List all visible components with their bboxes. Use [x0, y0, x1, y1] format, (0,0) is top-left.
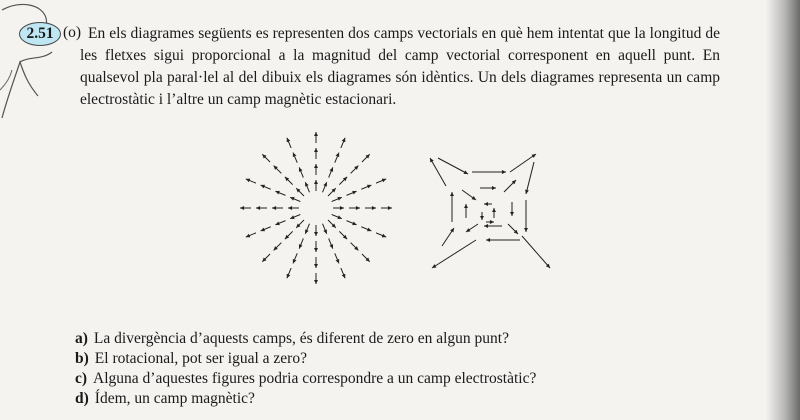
field-arrow	[346, 191, 356, 195]
field-arrow	[376, 233, 386, 237]
field-arrow	[361, 185, 371, 189]
field-arrow	[365, 206, 376, 210]
field-arrow	[480, 212, 484, 220]
field-arrow	[274, 243, 282, 251]
field-arrow	[430, 158, 446, 186]
question-list	[75, 329, 536, 409]
field-arrow	[376, 179, 386, 183]
field-arrow	[339, 177, 347, 185]
field-arrow	[332, 197, 342, 201]
page-edge-shadow	[766, 0, 800, 420]
field-arrow	[314, 257, 318, 268]
field-arrow	[329, 238, 333, 248]
field-arrow	[314, 132, 318, 143]
field-arrow	[524, 200, 528, 232]
field-arrow	[246, 233, 256, 237]
field-arrow	[486, 238, 520, 242]
question-letter: c)	[75, 370, 88, 387]
question-letter: d)	[75, 390, 89, 407]
field-arrow	[287, 138, 291, 148]
field-arrow	[480, 186, 496, 190]
field-arrow	[464, 204, 468, 218]
field-arrow	[314, 148, 318, 159]
field-arrow	[462, 190, 476, 200]
field-arrow	[486, 220, 494, 224]
field-arrow	[323, 182, 327, 192]
field-arrow	[261, 227, 271, 231]
field-arrow	[361, 227, 371, 231]
field-arrow	[504, 180, 516, 192]
field-arrow	[293, 153, 297, 163]
field-arrow	[275, 191, 285, 195]
field-arrow	[296, 188, 304, 196]
field-arrow	[329, 167, 333, 177]
field-arrow	[508, 224, 518, 234]
field-arrow	[450, 192, 454, 222]
field-arrow	[296, 220, 304, 228]
field-arrow	[335, 153, 339, 163]
question-c	[75, 369, 536, 389]
field-arrow	[323, 224, 327, 234]
question-d	[75, 389, 536, 409]
field-arrow	[438, 158, 468, 174]
field-arrow	[442, 228, 454, 246]
field-arrow	[432, 240, 476, 268]
field-arrow	[341, 138, 345, 148]
field-arrow	[290, 215, 300, 219]
field-arrow	[351, 166, 359, 174]
field-arrow	[339, 231, 347, 239]
field-arrow	[335, 253, 339, 263]
field-arrow	[274, 166, 282, 174]
electrostatic-field-diagram	[232, 132, 402, 292]
field-arrow	[525, 162, 534, 194]
question-text: Ídem, un camp magnètic?	[94, 390, 255, 407]
field-arrow	[314, 180, 318, 191]
field-arrow	[314, 225, 318, 236]
problem-statement: En els diagrames següents es representen dos camps vectorials en què hem intentat que la longitud de les fletxes sigui proporcional a la magnitud del camp vectorial corresponent en aquell punt. En qualsevol pla paral·lel al del dibuix els diagrames són idèntics. Un dels diagrames representa un camp electrostàtic i l’altre un camp magnètic estacionari.	[80, 25, 720, 108]
field-arrow	[285, 231, 293, 239]
field-arrow	[290, 197, 300, 201]
field-arrow	[349, 206, 360, 210]
question-text: Alguna d’aquestes figures podria correspondre a un camp electrostàtic?	[93, 370, 537, 387]
field-arrow	[288, 206, 299, 210]
field-arrow	[333, 206, 344, 210]
field-arrow	[510, 202, 514, 216]
field-arrow	[341, 268, 345, 278]
field-arrow	[522, 236, 550, 268]
field-arrow	[328, 188, 336, 196]
field-arrow	[472, 170, 506, 174]
magnetic-field-diagram	[420, 148, 560, 278]
field-arrow	[492, 208, 496, 218]
field-arrow	[262, 154, 270, 162]
field-arrow	[328, 220, 336, 228]
field-arrow	[314, 164, 318, 175]
field-arrow	[332, 215, 342, 219]
question-text: El rotacional, pot ser igual a zero?	[94, 350, 307, 367]
question-letter: b)	[75, 350, 89, 367]
field-arrow	[256, 206, 267, 210]
field-arrow	[362, 254, 370, 262]
field-arrow	[381, 206, 392, 210]
problem-number: 2.51	[19, 22, 61, 46]
field-arrow	[240, 206, 251, 210]
field-arrow	[261, 185, 271, 189]
question-a	[75, 329, 536, 349]
field-arrow	[314, 241, 318, 252]
question-b	[75, 349, 536, 369]
field-arrow	[484, 224, 502, 228]
question-text: La divergència d’aquests camps, és diferent de zero en algun punt?	[93, 330, 509, 347]
field-arrow	[362, 154, 370, 162]
problem-tag: (o)	[63, 24, 82, 41]
field-arrow	[293, 253, 297, 263]
field-arrow	[272, 206, 283, 210]
field-arrow	[246, 179, 256, 183]
field-arrow	[351, 243, 359, 251]
field-arrow	[305, 182, 309, 192]
field-arrow	[314, 273, 318, 284]
field-arrow	[484, 202, 492, 206]
field-arrow	[287, 268, 291, 278]
field-arrow	[299, 167, 303, 177]
field-arrow	[305, 224, 309, 234]
field-arrow	[299, 238, 303, 248]
handwritten-doodle	[0, 0, 70, 130]
field-arrow	[275, 221, 285, 225]
question-letter: a)	[75, 330, 88, 347]
field-arrow	[346, 221, 356, 225]
field-arrow	[262, 254, 270, 262]
field-arrow	[466, 224, 478, 232]
field-arrow	[285, 177, 293, 185]
